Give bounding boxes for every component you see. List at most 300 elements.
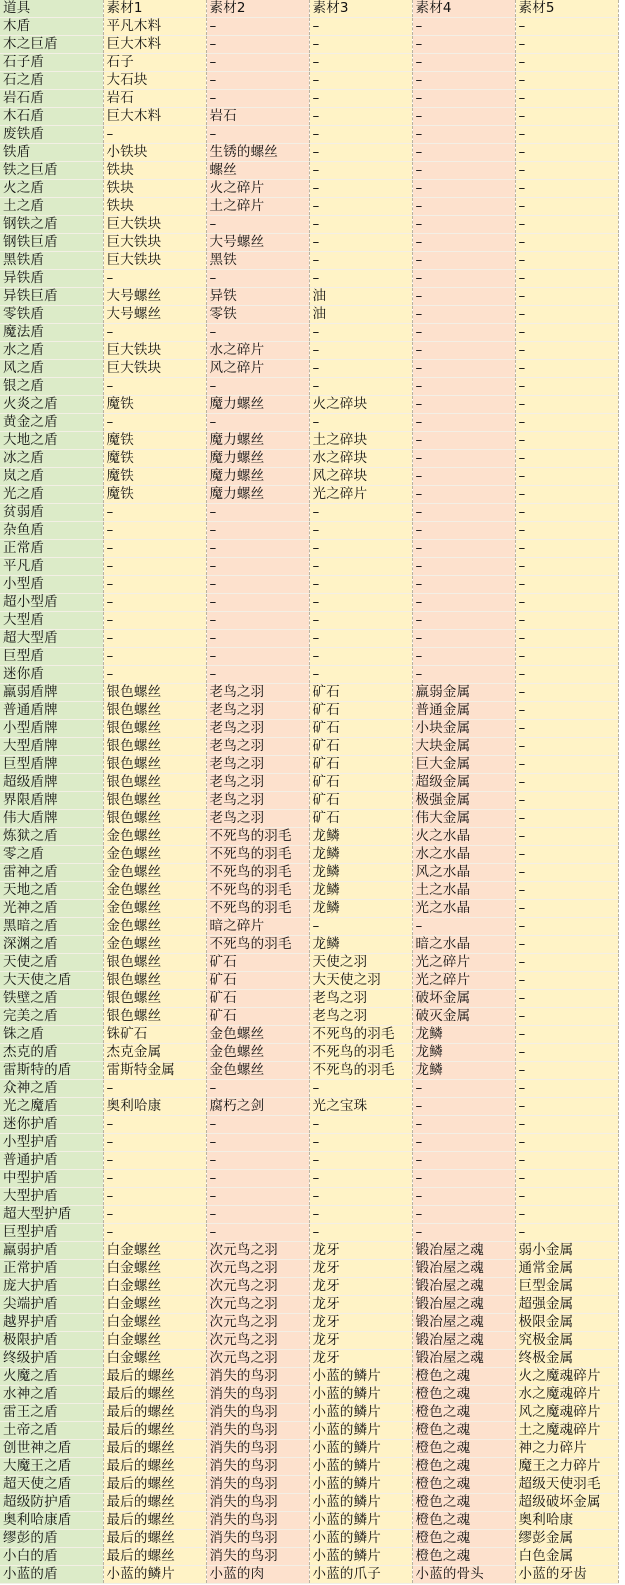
- cell-material-1: 铁块: [103, 198, 206, 216]
- cell-material-2: –: [206, 90, 309, 108]
- cell-material-2: 消失的鸟羽: [206, 1548, 309, 1566]
- table-row: [0, 216, 618, 234]
- table-row: [0, 1548, 618, 1566]
- cell-material-5: 水之魔魂碎片: [515, 1386, 618, 1404]
- cell-material-3: –: [309, 576, 412, 594]
- cell-material-4: –: [412, 432, 515, 450]
- cell-material-5: 极限金属: [515, 1314, 618, 1332]
- cell-material-5: –: [515, 612, 618, 630]
- cell-material-2: 矿石: [206, 954, 309, 972]
- cell-material-5: –: [515, 846, 618, 864]
- cell-material-2: 老鸟之羽: [206, 702, 309, 720]
- cell-material-5: –: [515, 936, 618, 954]
- cell-material-1: 巨大铁块: [103, 360, 206, 378]
- cell-material-2: 不死鸟的羽毛: [206, 828, 309, 846]
- table-row: [0, 342, 618, 360]
- table-row: [0, 1062, 618, 1080]
- cell-material-4: –: [412, 306, 515, 324]
- cell-item: 杰克的盾: [0, 1044, 103, 1062]
- cell-item: 越界护盾: [0, 1314, 103, 1332]
- cell-item: 超级防护盾: [0, 1494, 103, 1512]
- cell-item: 异铁巨盾: [0, 288, 103, 306]
- cell-item: 超大型护盾: [0, 1206, 103, 1224]
- cell-material-2: 土之碎片: [206, 198, 309, 216]
- cell-material-4: –: [412, 1188, 515, 1206]
- cell-material-1: 铁块: [103, 162, 206, 180]
- cell-material-1: –: [103, 576, 206, 594]
- cell-item: 超级盾牌: [0, 774, 103, 792]
- cell-material-3: –: [309, 324, 412, 342]
- cell-material-4: –: [412, 504, 515, 522]
- cell-material-1: 银色螺丝: [103, 738, 206, 756]
- cell-material-3: –: [309, 540, 412, 558]
- cell-item: 木之巨盾: [0, 36, 103, 54]
- cell-material-4: 小块金属: [412, 720, 515, 738]
- cell-material-2: –: [206, 522, 309, 540]
- cell-material-5: –: [515, 756, 618, 774]
- cell-material-2: 次元鸟之羽: [206, 1314, 309, 1332]
- cell-material-1: 白金螺丝: [103, 1332, 206, 1350]
- cell-material-2: 消失的鸟羽: [206, 1530, 309, 1548]
- cell-material-3: –: [309, 36, 412, 54]
- cell-material-5: –: [515, 144, 618, 162]
- cell-material-1: 巨大铁块: [103, 216, 206, 234]
- table-row: [0, 504, 618, 522]
- cell-material-4: –: [412, 360, 515, 378]
- cell-material-3: 矿石: [309, 720, 412, 738]
- table-row: [0, 846, 618, 864]
- table-row: [0, 108, 618, 126]
- cell-material-4: –: [412, 396, 515, 414]
- cell-item: 羸弱盾牌: [0, 684, 103, 702]
- cell-item: 零之盾: [0, 846, 103, 864]
- cell-material-4: 水之水晶: [412, 846, 515, 864]
- cell-material-2: 老鸟之羽: [206, 792, 309, 810]
- cell-material-2: 金色螺丝: [206, 1062, 309, 1080]
- cell-material-4: –: [412, 342, 515, 360]
- cell-material-2: 次元鸟之羽: [206, 1350, 309, 1368]
- cell-material-5: –: [515, 1224, 618, 1242]
- cell-item: 普通护盾: [0, 1152, 103, 1170]
- cell-material-3: –: [309, 504, 412, 522]
- cell-material-5: 小蓝的牙齿: [515, 1566, 618, 1584]
- table-row: [0, 360, 618, 378]
- cell-material-4: 锻冶屋之魂: [412, 1314, 515, 1332]
- cell-material-1: 最后的螺丝: [103, 1494, 206, 1512]
- cell-material-2: 消失的鸟羽: [206, 1404, 309, 1422]
- cell-material-4: 锻冶屋之魂: [412, 1332, 515, 1350]
- cell-material-3: –: [309, 378, 412, 396]
- cell-material-1: 白金螺丝: [103, 1350, 206, 1368]
- cell-material-3: 矿石: [309, 702, 412, 720]
- cell-material-1: 银色螺丝: [103, 720, 206, 738]
- cell-material-2: 魔力螺丝: [206, 450, 309, 468]
- cell-material-5: –: [515, 306, 618, 324]
- cell-material-2: –: [206, 1170, 309, 1188]
- cell-material-5: 弱小金属: [515, 1242, 618, 1260]
- cell-material-4: –: [412, 18, 515, 36]
- cell-material-3: 龙鳞: [309, 828, 412, 846]
- cell-material-2: –: [206, 1080, 309, 1098]
- cell-material-2: 魔力螺丝: [206, 468, 309, 486]
- cell-item: 雷王之盾: [0, 1404, 103, 1422]
- cell-material-1: –: [103, 1170, 206, 1188]
- cell-material-1: 银色螺丝: [103, 684, 206, 702]
- cell-item: 小蓝的盾: [0, 1566, 103, 1584]
- cell-material-3: 小蓝的鳞片: [309, 1386, 412, 1404]
- table-row: [0, 486, 618, 504]
- table-row: [0, 1242, 618, 1260]
- cell-material-1: 小铁块: [103, 144, 206, 162]
- cell-material-3: 小蓝的鳞片: [309, 1440, 412, 1458]
- cell-item: 黄金之盾: [0, 414, 103, 432]
- table-row: [0, 432, 618, 450]
- cell-item: 水神之盾: [0, 1386, 103, 1404]
- cell-material-1: 最后的螺丝: [103, 1548, 206, 1566]
- cell-material-1: 魔铁: [103, 486, 206, 504]
- cell-material-3: 不死鸟的羽毛: [309, 1044, 412, 1062]
- cell-material-2: –: [206, 666, 309, 684]
- cell-material-5: –: [515, 324, 618, 342]
- table-row: [0, 1386, 618, 1404]
- cell-item: 炼狱之盾: [0, 828, 103, 846]
- table-row: [0, 558, 618, 576]
- cell-material-3: –: [309, 180, 412, 198]
- cell-material-1: 最后的螺丝: [103, 1404, 206, 1422]
- cell-material-1: 金色螺丝: [103, 846, 206, 864]
- cell-material-5: –: [515, 1116, 618, 1134]
- cell-material-5: –: [515, 1026, 618, 1044]
- cell-item: 正常盾: [0, 540, 103, 558]
- table-row: [0, 702, 618, 720]
- cell-material-5: –: [515, 234, 618, 252]
- cell-material-4: 橙色之魂: [412, 1440, 515, 1458]
- cell-material-5: –: [515, 396, 618, 414]
- cell-material-4: –: [412, 234, 515, 252]
- cell-material-1: 银色螺丝: [103, 810, 206, 828]
- cell-material-2: 老鸟之羽: [206, 738, 309, 756]
- cell-item: 中型护盾: [0, 1170, 103, 1188]
- cell-material-3: 龙牙: [309, 1278, 412, 1296]
- cell-material-5: –: [515, 1062, 618, 1080]
- cell-material-4: 光之水晶: [412, 900, 515, 918]
- cell-item: 钢铁之盾: [0, 216, 103, 234]
- cell-material-1: 巨大木料: [103, 36, 206, 54]
- cell-material-1: –: [103, 1134, 206, 1152]
- cell-material-3: 风之碎块: [309, 468, 412, 486]
- cell-material-1: 魔铁: [103, 432, 206, 450]
- cell-item: 黑铁盾: [0, 252, 103, 270]
- cell-material-5: –: [515, 1098, 618, 1116]
- table-row: [0, 396, 618, 414]
- cell-material-1: 最后的螺丝: [103, 1386, 206, 1404]
- cell-material-1: 最后的螺丝: [103, 1368, 206, 1386]
- cell-material-2: 魔力螺丝: [206, 396, 309, 414]
- cell-material-3: 小蓝的鳞片: [309, 1458, 412, 1476]
- table-row: [0, 594, 618, 612]
- cell-item: 光神之盾: [0, 900, 103, 918]
- cell-material-1: 最后的螺丝: [103, 1530, 206, 1548]
- cell-material-5: –: [515, 414, 618, 432]
- table-row: [0, 1044, 618, 1062]
- cell-material-4: –: [412, 630, 515, 648]
- cell-material-3: 龙牙: [309, 1332, 412, 1350]
- cell-material-1: –: [103, 1152, 206, 1170]
- table-row: [0, 1170, 618, 1188]
- cell-material-1: 最后的螺丝: [103, 1458, 206, 1476]
- cell-material-1: 银色螺丝: [103, 972, 206, 990]
- cell-material-1: 最后的螺丝: [103, 1476, 206, 1494]
- cell-material-4: 小蓝的骨头: [412, 1566, 515, 1584]
- cell-item: 火魔之盾: [0, 1368, 103, 1386]
- table-row: [0, 414, 618, 432]
- cell-material-2: –: [206, 558, 309, 576]
- cell-material-4: 锻冶屋之魂: [412, 1242, 515, 1260]
- cell-material-4: –: [412, 180, 515, 198]
- cell-material-3: –: [309, 558, 412, 576]
- cell-material-4: 橙色之魂: [412, 1386, 515, 1404]
- cell-material-2: –: [206, 126, 309, 144]
- cell-material-2: –: [206, 540, 309, 558]
- cell-item: 岩石盾: [0, 90, 103, 108]
- table-row: [0, 1332, 618, 1350]
- cell-material-5: –: [515, 630, 618, 648]
- cell-material-4: –: [412, 324, 515, 342]
- table-row: [0, 648, 618, 666]
- cell-material-5: 缪彭金属: [515, 1530, 618, 1548]
- cell-material-5: 通常金属: [515, 1260, 618, 1278]
- cell-item: 光之盾: [0, 486, 103, 504]
- cell-material-4: –: [412, 1152, 515, 1170]
- table-row: [0, 1116, 618, 1134]
- cell-material-1: –: [103, 648, 206, 666]
- cell-material-2: 大号螺丝: [206, 234, 309, 252]
- table-row: [0, 522, 618, 540]
- cell-material-2: –: [206, 414, 309, 432]
- cell-material-2: 消失的鸟羽: [206, 1422, 309, 1440]
- table-row: [0, 36, 618, 54]
- cell-material-5: –: [515, 684, 618, 702]
- cell-material-3: 小蓝的鳞片: [309, 1494, 412, 1512]
- cell-material-3: 矿石: [309, 756, 412, 774]
- cell-material-3: 矿石: [309, 774, 412, 792]
- table-row: [0, 126, 618, 144]
- cell-material-3: –: [309, 360, 412, 378]
- cell-item: 深渊之盾: [0, 936, 103, 954]
- cell-material-3: –: [309, 1224, 412, 1242]
- cell-material-5: –: [515, 1206, 618, 1224]
- table-row: [0, 1350, 618, 1368]
- cell-material-3: 火之碎块: [309, 396, 412, 414]
- cell-material-1: 白金螺丝: [103, 1242, 206, 1260]
- cell-material-1: 岩石: [103, 90, 206, 108]
- cell-item: 极限护盾: [0, 1332, 103, 1350]
- cell-material-5: –: [515, 990, 618, 1008]
- cell-item: 正常护盾: [0, 1260, 103, 1278]
- cell-item: 火之盾: [0, 180, 103, 198]
- table-row: [0, 684, 618, 702]
- cell-material-2: –: [206, 54, 309, 72]
- cell-material-2: –: [206, 324, 309, 342]
- cell-material-1: 最后的螺丝: [103, 1422, 206, 1440]
- table-row: [0, 450, 618, 468]
- cell-material-4: –: [412, 90, 515, 108]
- table-row: [0, 918, 618, 936]
- table-row: [0, 306, 618, 324]
- cell-material-2: 消失的鸟羽: [206, 1512, 309, 1530]
- cell-material-3: 小蓝的鳞片: [309, 1530, 412, 1548]
- cell-item: 火炎之盾: [0, 396, 103, 414]
- cell-material-4: 橙色之魂: [412, 1512, 515, 1530]
- cell-material-5: –: [515, 1008, 618, 1026]
- cell-material-3: 小蓝的鳞片: [309, 1548, 412, 1566]
- table-row: [0, 720, 618, 738]
- cell-material-1: 金色螺丝: [103, 936, 206, 954]
- cell-material-3: 小蓝的鳞片: [309, 1476, 412, 1494]
- cell-material-3: –: [309, 1080, 412, 1098]
- cell-material-4: 普通金属: [412, 702, 515, 720]
- cell-material-2: –: [206, 1224, 309, 1242]
- cell-material-5: –: [515, 972, 618, 990]
- cell-material-1: 巨大铁块: [103, 234, 206, 252]
- cell-item: 羸弱护盾: [0, 1242, 103, 1260]
- cell-material-3: –: [309, 108, 412, 126]
- table-row: [0, 1566, 618, 1584]
- cell-item: 石子盾: [0, 54, 103, 72]
- cell-material-2: 消失的鸟羽: [206, 1386, 309, 1404]
- cell-material-4: 破灭金属: [412, 1008, 515, 1026]
- cell-item: 小型护盾: [0, 1134, 103, 1152]
- cell-material-3: 龙鳞: [309, 882, 412, 900]
- cell-material-4: –: [412, 162, 515, 180]
- cell-material-5: 超强金属: [515, 1296, 618, 1314]
- cell-material-5: –: [515, 702, 618, 720]
- cell-material-3: 大天使之羽: [309, 972, 412, 990]
- cell-material-2: 矿石: [206, 1008, 309, 1026]
- cell-material-4: –: [412, 252, 515, 270]
- cell-material-3: 水之碎块: [309, 450, 412, 468]
- cell-item: 冰之盾: [0, 450, 103, 468]
- cell-material-1: –: [103, 504, 206, 522]
- cell-material-2: –: [206, 576, 309, 594]
- cell-material-1: 平凡木料: [103, 18, 206, 36]
- table-row: [0, 324, 618, 342]
- table-row: [0, 1512, 618, 1530]
- cell-material-2: 腐朽之剑: [206, 1098, 309, 1116]
- cell-material-2: 不死鸟的羽毛: [206, 936, 309, 954]
- cell-material-1: –: [103, 540, 206, 558]
- cell-material-1: –: [103, 414, 206, 432]
- cell-material-4: 超级金属: [412, 774, 515, 792]
- cell-material-5: –: [515, 486, 618, 504]
- cell-material-3: –: [309, 144, 412, 162]
- cell-material-1: 金色螺丝: [103, 918, 206, 936]
- cell-material-4: –: [412, 1098, 515, 1116]
- cell-material-4: –: [412, 126, 515, 144]
- cell-material-2: 次元鸟之羽: [206, 1278, 309, 1296]
- cell-material-4: 龙鳞: [412, 1044, 515, 1062]
- table-row: [0, 630, 618, 648]
- table-row: [0, 252, 618, 270]
- cell-item: 光之魔盾: [0, 1098, 103, 1116]
- cell-material-4: –: [412, 1134, 515, 1152]
- cell-material-5: –: [515, 378, 618, 396]
- cell-item: 大魔王之盾: [0, 1458, 103, 1476]
- cell-material-1: –: [103, 126, 206, 144]
- cell-material-4: –: [412, 198, 515, 216]
- cell-material-3: –: [309, 270, 412, 288]
- cell-material-4: 龙鳞: [412, 1026, 515, 1044]
- cell-material-5: –: [515, 522, 618, 540]
- cell-material-5: 究极金属: [515, 1332, 618, 1350]
- cell-material-4: –: [412, 36, 515, 54]
- cell-material-5: –: [515, 774, 618, 792]
- cell-material-5: –: [515, 540, 618, 558]
- cell-item: 水之盾: [0, 342, 103, 360]
- table-row: [0, 1026, 618, 1044]
- cell-item: 奥利哈康盾: [0, 1512, 103, 1530]
- header-material-5: 素材5: [515, 0, 618, 18]
- cell-material-5: –: [515, 576, 618, 594]
- cell-material-2: 老鸟之羽: [206, 684, 309, 702]
- cell-item: 雷斯特的盾: [0, 1062, 103, 1080]
- cell-material-2: 金色螺丝: [206, 1026, 309, 1044]
- table-row: [0, 738, 618, 756]
- cell-material-2: –: [206, 18, 309, 36]
- table-row: [0, 972, 618, 990]
- cell-item: 小型盾: [0, 576, 103, 594]
- cell-material-3: 龙鳞: [309, 936, 412, 954]
- cell-material-3: –: [309, 342, 412, 360]
- cell-material-5: –: [515, 666, 618, 684]
- table-row: [0, 1080, 618, 1098]
- table-row: [0, 162, 618, 180]
- cell-material-1: 魔铁: [103, 468, 206, 486]
- table-row: [0, 1440, 618, 1458]
- cell-material-5: –: [515, 270, 618, 288]
- cell-material-1: 雷斯特金属: [103, 1062, 206, 1080]
- table-row: [0, 540, 618, 558]
- cell-material-5: –: [515, 882, 618, 900]
- cell-material-4: –: [412, 648, 515, 666]
- table-row: [0, 576, 618, 594]
- cell-material-4: –: [412, 288, 515, 306]
- cell-material-4: –: [412, 468, 515, 486]
- cell-material-5: –: [515, 360, 618, 378]
- cell-material-2: 岩石: [206, 108, 309, 126]
- cell-item: 超天使之盾: [0, 1476, 103, 1494]
- cell-item: 创世神之盾: [0, 1440, 103, 1458]
- cell-material-5: –: [515, 18, 618, 36]
- cell-material-1: 铁块: [103, 180, 206, 198]
- cell-material-5: –: [515, 828, 618, 846]
- cell-material-1: 白金螺丝: [103, 1278, 206, 1296]
- cell-material-5: 风之魔魂碎片: [515, 1404, 618, 1422]
- cell-material-4: –: [412, 378, 515, 396]
- cell-material-5: –: [515, 432, 618, 450]
- cell-material-3: –: [309, 1170, 412, 1188]
- cell-material-5: –: [515, 1044, 618, 1062]
- table-row: [0, 1206, 618, 1224]
- cell-material-3: 天使之羽: [309, 954, 412, 972]
- cell-material-3: –: [309, 252, 412, 270]
- table-row: [0, 864, 618, 882]
- cell-material-2: –: [206, 36, 309, 54]
- cell-material-1: 大号螺丝: [103, 288, 206, 306]
- cell-material-2: 消失的鸟羽: [206, 1440, 309, 1458]
- cell-material-4: 橙色之魂: [412, 1476, 515, 1494]
- cell-material-2: 次元鸟之羽: [206, 1260, 309, 1278]
